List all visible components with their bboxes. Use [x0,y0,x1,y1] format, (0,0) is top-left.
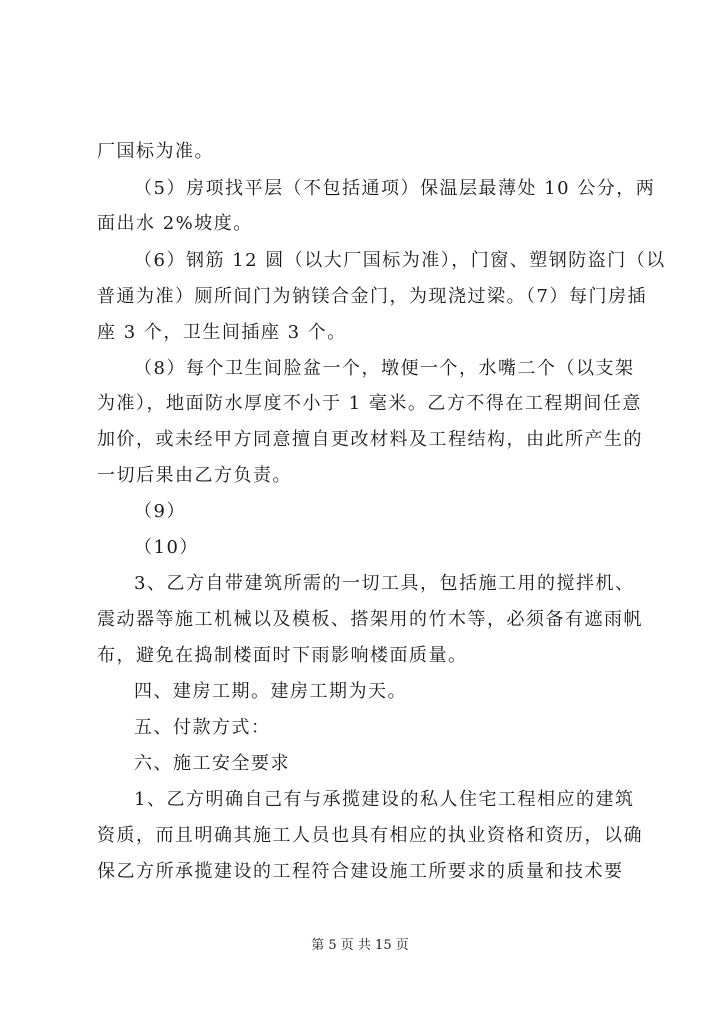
text-line-18: 六、施工安全要求 [134,753,290,774]
text-line-8: 为准），地面防水厚度不小于 1 毫米。乙方不得在工程期间任意 [97,393,642,414]
text-line-13: 3、乙方自带建筑所需的一切工具，包括施工用的搅拌机、 [134,573,635,594]
text-line-21: 保乙方所承揽建设的工程符合建设施工所要求的质量和技术要 [97,861,624,882]
text-line-5: 普通为准）厕所间门为钠镁合金门，为现浇过梁。（7）每门房插 [97,286,647,307]
text-line-7: （8）每个卫生间脸盆一个，墩便一个，水嘴二个（以支架 [134,358,635,379]
text-line-14: 震动器等施工机械以及模板、搭架用的竹木等，必须备有遮雨帆 [97,609,643,630]
text-line-4: （6）钢筋 12 圆（以大厂国标为准），门窗、塑钢防盗门（以 [134,250,666,271]
text-line-12: （10） [134,537,199,558]
text-line-6: 座 3 个，卫生间插座 3 个。 [97,322,347,343]
text-line-10: 一切后果由乙方负责。 [97,465,292,486]
text-line-15: 布，避免在捣制楼面时下雨影响楼面质量。 [97,645,468,666]
text-line-11: （9） [134,501,186,522]
text-line-20: 资质，而且明确其施工人员也具有相应的执业资格和资历，以确 [97,825,643,846]
text-line-16: 四、建房工期。建房工期为天。 [134,681,407,702]
text-line-2: （5）房项找平层（不包括通项）保温层最薄处 10 公分，两 [134,178,656,199]
text-line-17: 五、付款方式： [134,717,271,738]
text-line-1: 厂国标为准。 [97,141,214,162]
text-line-19: 1、乙方明确自己有与承揽建设的私人住宅工程相应的建筑 [134,789,635,810]
page-number-footer: 第 5 页 共 15 页 [311,938,409,953]
text-line-3: 面出水 2%坡度。 [97,213,253,234]
text-line-9: 加价，或未经甲方同意擅自更改材料及工程结构，由此所产生的 [97,429,643,450]
